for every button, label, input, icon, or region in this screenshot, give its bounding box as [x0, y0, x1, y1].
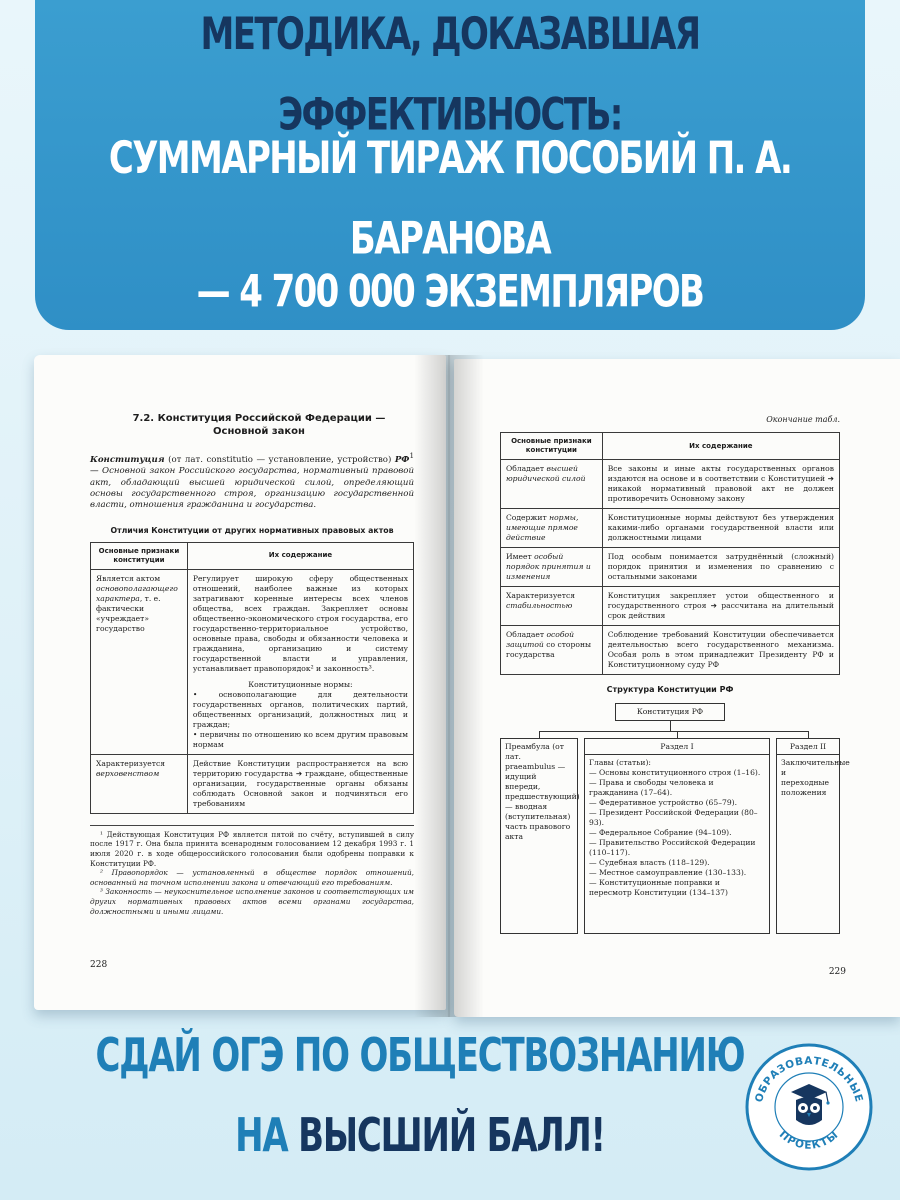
key-text: Является актом — [96, 573, 161, 583]
table-row — [91, 754, 414, 813]
footnote-text: — установленный в обществе порядок отношений, основанный на точном исполнении закона и отвечающий его требованиям. — [90, 868, 414, 887]
list-item: — Федеративное устройство (65–79). — [589, 798, 738, 807]
top-banner — [35, 0, 865, 330]
section-title-line-2: Основной закон — [213, 426, 305, 437]
footnote-3 — [90, 887, 414, 916]
list-item: — Президент Российской Федерации (80–93). — [589, 808, 758, 827]
table-value-cell: Под особым понимается затруднённый (сложный) порядок принятия и изменения по сравнению с остальными законами — [602, 548, 839, 587]
footnote-term: ³ Законность — [100, 887, 152, 897]
banner-line-1: МЕТОДИКА, ДОКАЗАВШАЯ ЭФФЕКТИВНОСТЬ: — [200, 8, 700, 142]
definition-term: Конституция — [90, 454, 165, 465]
footnote-ref: 1 — [409, 451, 414, 460]
table-header-row — [91, 542, 414, 569]
key-text: Имеет — [506, 552, 535, 561]
key-text: со стороны государства — [506, 640, 592, 659]
key-text: Характеризуется — [506, 591, 576, 600]
diagram-section2-box — [776, 738, 850, 934]
banner-line-2: СУММАРНЫЙ ТИРАЖ ПОСОБИЙ П. А. БАРАНОВА — [108, 132, 792, 266]
table-key-cell — [501, 626, 603, 675]
book-page-left — [34, 355, 446, 1010]
table-value-cell: Конституционные нормы действуют без утверждения какими-либо органами государственной власти или должностными лицами — [602, 509, 839, 548]
norms-list — [193, 690, 408, 750]
slogan-prefix: НА — [235, 1109, 299, 1163]
key-italic: верховенством — [96, 768, 160, 778]
table-row — [501, 626, 840, 675]
definition-term-2: РФ — [394, 454, 410, 465]
footnote-term: ² Правопорядок — [100, 868, 168, 878]
table-key-cell — [501, 509, 603, 548]
table-value-cell: Соблюдение требований Конституции обеспечивается деятельностью всего государственного механизма. Особая роль в этом принадлежит Президенту РФ и Конституционному суду РФ — [602, 626, 839, 675]
connector-line — [670, 721, 671, 731]
table-header-row — [501, 433, 840, 460]
key-italic: нормы, имеющие прямое действие — [506, 513, 579, 542]
footnote-1: ¹ Действующая Конституция РФ является пятой по счёту, вступившей в силу после 1917 г. Она была принята всенародным голосованием 12 декабря 1993 г. 1 июля 2020 г. в ходе общероссийского голосования были одобрены поправки к Конституции РФ. — [90, 829, 414, 868]
connector-line — [677, 731, 678, 738]
key-italic: высшей юридической силой — [506, 464, 586, 483]
table-continuation-note: Окончание табл. — [766, 415, 840, 424]
section2-title: Раздел II — [777, 739, 839, 755]
section-title — [104, 412, 414, 438]
book-page-right — [454, 359, 900, 1017]
diagram-title: Структура Конституции РФ — [606, 685, 734, 694]
publisher-logo-svg — [744, 1042, 874, 1172]
list-item: — Основы конституционного строя (1–16). — [589, 768, 761, 777]
key-text: , т. е. фактически «учреждает» государство — [96, 593, 161, 633]
diagram-section1-box — [584, 738, 770, 934]
table-header-cell: Основные признаки конституции — [91, 542, 188, 569]
table-key-cell — [501, 460, 603, 509]
connector-line — [539, 731, 540, 738]
page-number-left: 228 — [90, 960, 108, 970]
key-text: Обладает — [506, 630, 547, 639]
value-text: Регулирует широкую сферу общественных отношений, наиболее важные из которых затрагивают коренные интересы всех членов общества, всех граждан. Закрепляет основы общественно-экономического строя государства, его государственно-территориальное устройство, основные права, свободы и обязанности человека и гражданина, организацию и систему государственной власти и управления, устанавливает правопорядок² и законность³. — [192, 573, 408, 673]
table-value-cell: Конституция закрепляет устои общественного и государственного строя ➔ рассчитана на длительный срок действия — [602, 587, 839, 626]
footnote-2 — [90, 868, 414, 887]
table-key-cell — [501, 548, 603, 587]
book-spine-shadow — [414, 355, 484, 1017]
section2-body: Заключительные и переходные положения — [781, 758, 850, 797]
table-value-cell: Все законы и иные акты государственных органов издаются на основе и в соответствии с Конституцией ➔ никакой нормативный правовой акт не должен противоречить Основному закону — [602, 460, 839, 509]
key-italic: основополагающего характера — [96, 583, 178, 603]
diagram-preamble-box: Преамбула (от лат. praeambulus — идущий впереди, предшествующий) — вводная (вступительная) часть правового акта — [500, 738, 578, 934]
list-item: — Судебная власть (118–129). — [589, 858, 710, 867]
bottom-slogan — [60, 1028, 780, 1164]
key-italic: особой защитой — [506, 630, 574, 649]
table-caption: Отличия Конституции от других нормативных правовых актов — [110, 525, 394, 535]
list-item: — Конституционные поправки и пересмотр Конституции (134–137) — [589, 878, 728, 897]
footnote-text: — неукоснительное исполнение законов и соответствующих им других нормативных правовых актов всеми органами государства, должностными и иными лицами. — [90, 887, 414, 916]
section1-intro: Главы (статьи): — [589, 758, 651, 767]
slogan-emphasis: ВЫСШИЙ БАЛЛ! — [298, 1109, 605, 1163]
list-item: • первичны по отношению ко всем другим правовым нормам — [193, 730, 408, 750]
diagram-root-box: Конституция РФ — [615, 703, 725, 721]
constitution-definition — [90, 450, 414, 512]
key-text: Характеризуется — [96, 758, 166, 768]
table-row — [501, 509, 840, 548]
logo-arc-top-text: ОБРАЗОВАТЕЛЬНЫЕ — [753, 1054, 865, 1104]
list-item: — Местное самоуправление (130–133). — [589, 868, 747, 877]
differences-table-continued — [500, 432, 840, 675]
table-value-cell: Действие Конституции распространяется на всю территорию государства ➔ граждане, общественные организации, государственные органы обязаны соблюдать Основной закон и подчиняться его требованиям — [187, 754, 413, 813]
key-text: Содержит — [506, 513, 550, 522]
publisher-logo — [744, 1042, 874, 1172]
section-title-line-1: 7.2. Конституция Российской Федерации — — [132, 413, 386, 424]
key-text: Обладает — [506, 464, 547, 473]
section1-title: Раздел I — [585, 739, 769, 755]
table-header-cell: Основные признаки конституции — [501, 433, 603, 460]
slogan-line-2 — [60, 1098, 780, 1174]
table-row — [501, 587, 840, 626]
footnotes — [90, 825, 414, 916]
section1-body — [585, 755, 769, 901]
list-item: • основополагающие для деятельности государственных органов, политических партий, общественных организаций, должностных лиц и граждан; — [193, 690, 408, 730]
norms-heading: Конституционные нормы: — [248, 679, 353, 689]
table-header-cell: Их содержание — [187, 542, 413, 569]
list-item: — Права и свободы человека и гражданина (17–64). — [589, 778, 714, 797]
definition-origin: (от лат. constitutio — установление, устройство) — [168, 454, 392, 465]
key-italic: особый порядок принятия и изменения — [506, 552, 591, 581]
logo-arc-bottom-text: ПРОЕКТЫ — [776, 1128, 842, 1152]
slogan-line-1: СДАЙ ОГЭ ПО ОБЩЕСТВОЗНАНИЮ — [95, 1029, 745, 1083]
connector-line — [808, 731, 809, 738]
table-key-cell — [91, 754, 188, 813]
connector-line — [539, 731, 808, 732]
constitution-structure-diagram — [500, 685, 850, 937]
list-item: — Правительство Российской Федерации (110–117). — [589, 838, 756, 857]
table-header-cell: Их содержание — [602, 433, 839, 460]
list-item: — Федеральное Собрание (94–109). — [589, 828, 732, 837]
table-row — [501, 460, 840, 509]
key-italic: стабильностью — [506, 601, 573, 610]
page-number-right: 229 — [828, 967, 846, 977]
table-key-cell — [501, 587, 603, 626]
table-row — [501, 548, 840, 587]
table-row — [91, 569, 414, 754]
differences-table — [90, 542, 414, 814]
table-value-cell — [187, 569, 413, 754]
banner-line-3: — 4 700 000 ЭКЗЕМПЛЯРОВ — [196, 266, 704, 318]
open-book — [34, 355, 900, 1017]
table-key-cell — [91, 569, 188, 754]
definition-text: — Основной закон Российского государства, нормативный правовой акт, обладающий высшей юридической силой, определяющий основы государственного строя, организацию государственной власти, отношения гражданина и государства. — [90, 466, 414, 511]
